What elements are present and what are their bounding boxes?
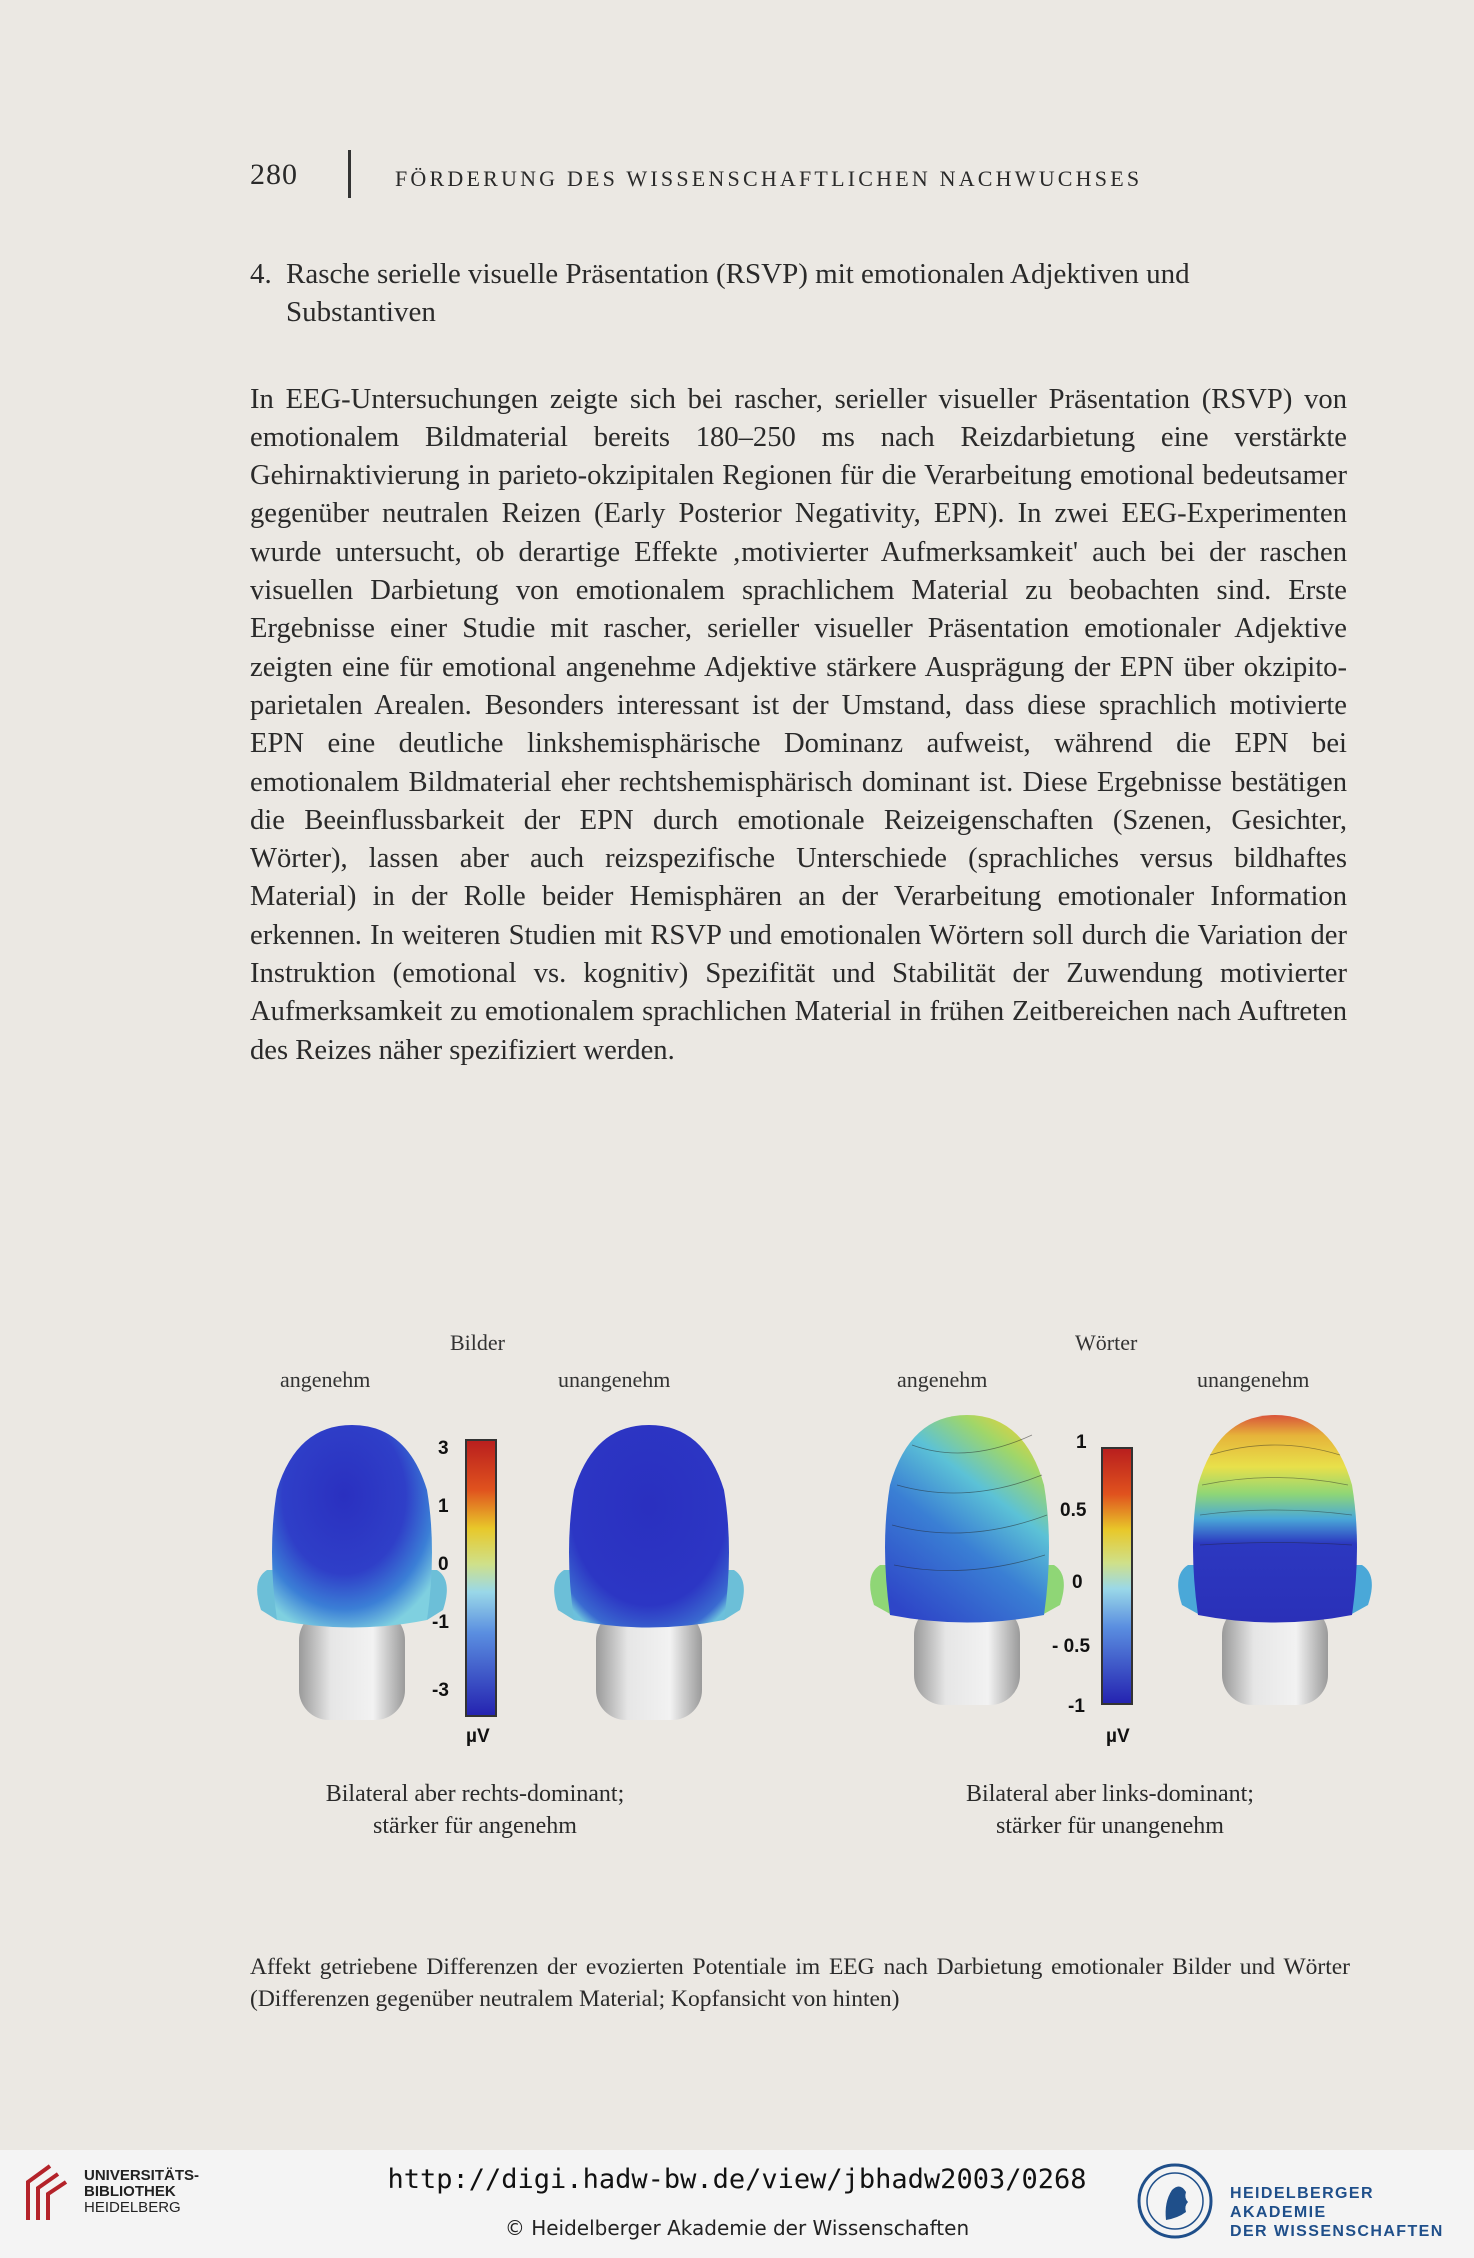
scalp-map-bilder-angenehm [237,1420,467,1720]
scale-unit: µV [466,1726,490,1747]
header-divider [348,150,351,198]
label-bilder-angenehm: angenehm [280,1367,371,1392]
running-head: FÖRDERUNG DES WISSENSCHAFTLICHEN NACHWUCHSES [395,166,1143,191]
section-title-line2: Substantiven [286,296,436,328]
subcaption-woerter-line1: Bilateral aber links-dominant; [966,1781,1254,1807]
label-woerter-unangenehm: unangenehm [1197,1367,1310,1392]
subcaption-woerter-line2: stärker für unangenehm [996,1813,1224,1839]
section-number: 4. [250,258,272,290]
subcaption-bilder-line2: stärker für angenehm [373,1813,577,1839]
scalp-map-woerter-unangenehm [1160,1405,1390,1705]
scale-tick: 1 [438,1496,449,1517]
scale-unit: µV [1106,1726,1130,1747]
scale-tick: - 0.5 [1052,1636,1091,1657]
scalp-map-bilder-unangenehm [534,1420,764,1720]
label-bilder-unangenehm: unangenehm [558,1367,671,1392]
scalp-map-woerter-angenehm [852,1405,1082,1705]
scale-tick: -1 [1068,1696,1085,1717]
subcaption-bilder [270,1778,680,1842]
figure-caption: Affekt getriebene Differenzen der evozierten Potentiale im EEG nach Darbietung emotionaler Bilder und Wörter (Differenzen gegenüber neutralem Material; Kopfansicht von hinten) [250,1953,1350,2012]
permalink-url[interactable]: http://digi.hadw-bw.de/view/jbhadw2003/0268 [387,2164,1087,2195]
digitization-footer [0,2150,1474,2258]
hadw-line1: HEIDELBERGER AKADEMIE [1230,2185,1374,2221]
scale-tick: 0.5 [1060,1500,1087,1521]
scale-tick: 0 [438,1554,449,1575]
subcaption-woerter [900,1778,1320,1842]
ub-line3: HEIDELBERG [84,2199,181,2216]
scale-tick: 3 [438,1438,449,1459]
colorbar-woerter [1100,1446,1134,1706]
scale-tick: 1 [1076,1432,1087,1453]
group-title-bilder: Bilder [450,1330,505,1355]
page-number: 280 [250,158,298,191]
subcaption-bilder-line1: Bilateral aber rechts-dominant; [325,1781,625,1807]
page-header [0,150,1474,210]
scale-tick: 0 [1072,1572,1083,1593]
scale-tick: -1 [432,1612,449,1633]
section-title [250,255,1350,331]
group-title-woerter: Wörter [1075,1330,1138,1355]
body-paragraph: In EEG-Untersuchungen zeigte sich bei rascher, serieller visueller Präsentation (RSVP) von emotionalem Bildmaterial bereits 180–250 ms nach Reizdarbietung eine verstärkte Gehirnaktivierung in parieto-okzipitalen Regionen für die Verarbeitung emotional bedeutsamer gegenüber neutralen Reizen (Early Posterior Negativity, EPN). In zwei EEG-Experimenten wurde untersucht, ob derartige Effekte ‚motivierter Aufmerksamkeit' auch bei der raschen visuellen Darbietung von emotionalem sprachlichem Material zu beobachten sind. Erste Ergebnisse einer Studie mit rascher, serieller visueller Präsentation emotionaler Adjektive zeigten eine für emotional angenehme Adjektive stärkere Ausprägung der EPN über okzipitoparietalen Arealen. Besonders interessant ist der Umstand, dass diese sprachlich motivierte EPN eine deutliche linkshemisphärische Dominanz aufweist, während die EPN bei emotionalem Bildmaterial eher rechtshemisphärisch dominant ist. Diese Ergebnisse bestätigen die Beeinflussbarkeit der EPN durch emotionale Reizeigenschaften (Szenen, Gesichter, Wörter), lassen aber auch reizspezifische Unterschiede (sprachliches versus bildhaftes Material) in der Rolle beider Hemisphären an der Verarbeitung emotionaler Information erkennen. In weiteren Studien mit RSVP und emotionalen Wörtern soll durch die Variation der Instruktion (emotional vs. kognitiv) Spezifität und Stabilität der Zuwendung motivierter Aufmerksamkeit zu emotionalem sprachlichen Material in frühen Zeitbereichen nach Auftreten des Reizes näher spezifiziert werden. [250,383,1347,1066]
hadw-seal-icon [1136,2162,1214,2240]
section-title-line1: Rasche serielle visuelle Präsentation (RSVP) mit emotionalen Adjektiven und [286,258,1190,290]
colorbar-bilder [464,1438,498,1718]
ub-line1: UNIVERSITÄTS- [84,2167,200,2184]
ub-line2: BIBLIOTHEK [84,2183,176,2200]
hadw-line2: DER WISSENSCHAFTEN [1230,2223,1444,2240]
hadw-name [1230,2184,1474,2241]
scale-tick: -3 [432,1680,449,1701]
copyright-notice: © Heidelberger Akademie der Wissenschaften [504,2216,970,2240]
label-woerter-angenehm: angenehm [897,1367,988,1392]
